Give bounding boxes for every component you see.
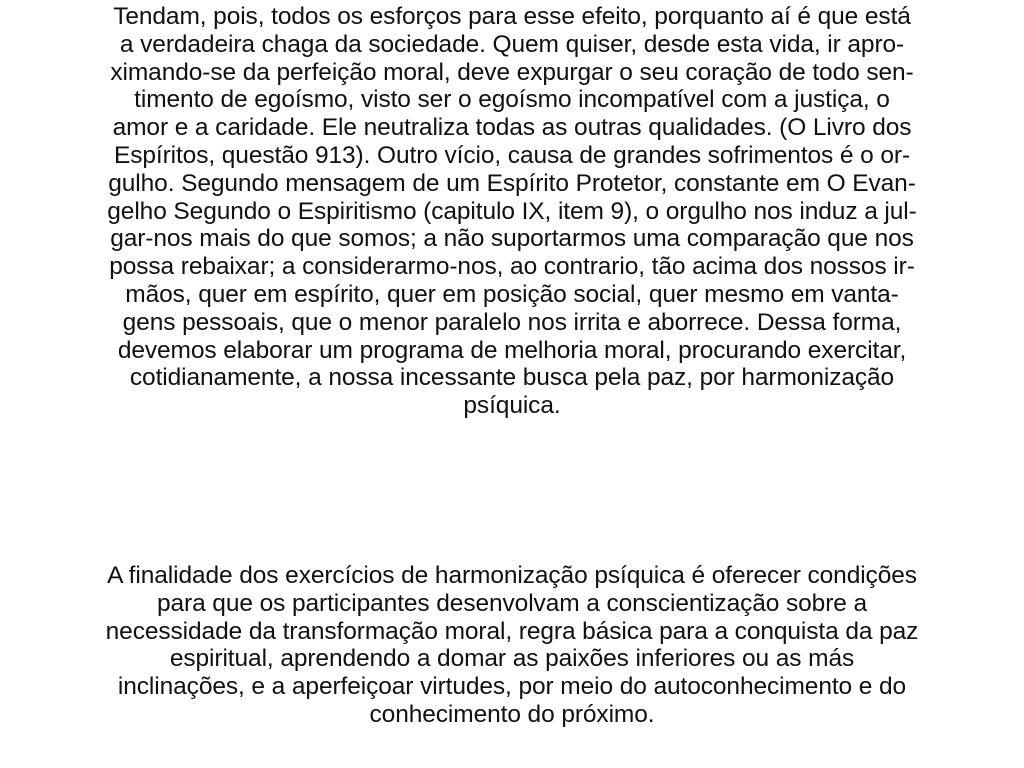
text-line: gulho. Segundo mensagem de um Espírito Protetor, constante em O Evan- xyxy=(108,169,916,197)
text-line: necessidade da transformação moral, regra básica para a conquista da paz xyxy=(105,617,919,645)
text-line: mãos, quer em espírito, quer em posição social, quer mesmo em vanta- xyxy=(125,280,899,308)
text-line: ximando-se da perfeição moral, deve expurgar o seu coração de todo sen- xyxy=(110,58,914,86)
text-line: para que os participantes desenvolvam a conscientização sobre a xyxy=(156,589,868,617)
paragraph-2 xyxy=(0,562,1024,729)
text-line: inclinações, e a aperfeiçoar virtudes, por meio do autoconhecimento e do xyxy=(117,673,907,701)
text-line: espiritual, aprendendo a domar as paixões inferiores ou as más xyxy=(169,645,855,673)
text-line: possa rebaixar; a considerarmo-nos, ao contrario, tão acima dos nossos ir- xyxy=(109,253,915,281)
text-line: devemos elaborar um programa de melhoria moral, procurando exercitar, xyxy=(117,336,907,364)
text-line: Espíritos, questão 913). Outro vício, causa de grandes sofrimentos é o or- xyxy=(113,141,911,169)
text-line: Tendam, pois, todos os esforços para esse efeito, porquanto aí é que está xyxy=(113,3,911,30)
text-line: a verdadeira chaga da sociedade. Quem quiser, desde esta vida, ir apro- xyxy=(119,30,905,58)
text-line: gar-nos mais do que somos; a não suportarmos uma comparação que nos xyxy=(110,225,914,253)
text-line: psíquica. xyxy=(463,392,561,420)
text-line: cotidianamente, a nossa incessante busca pela paz, por harmonização xyxy=(129,364,895,392)
text-line: conhecimento do próximo. xyxy=(369,700,655,728)
text-line: timento de egoísmo, visto ser o egoísmo incompatível com a justiça, o xyxy=(134,86,890,114)
text-line: amor e a caridade. Ele neutraliza todas as outras qualidades. (O Livro dos xyxy=(112,114,912,142)
paragraph-1 xyxy=(0,3,1024,420)
text-line: gens pessoais, que o menor paralelo nos irrita e aborrece. Dessa forma, xyxy=(122,308,902,336)
text-line: gelho Segundo o Espiritismo (capitulo IX, item 9), o orgulho nos induz a jul- xyxy=(107,197,917,225)
text-line: A finalidade dos exercícios de harmonização psíquica é oferecer condições xyxy=(107,562,917,589)
